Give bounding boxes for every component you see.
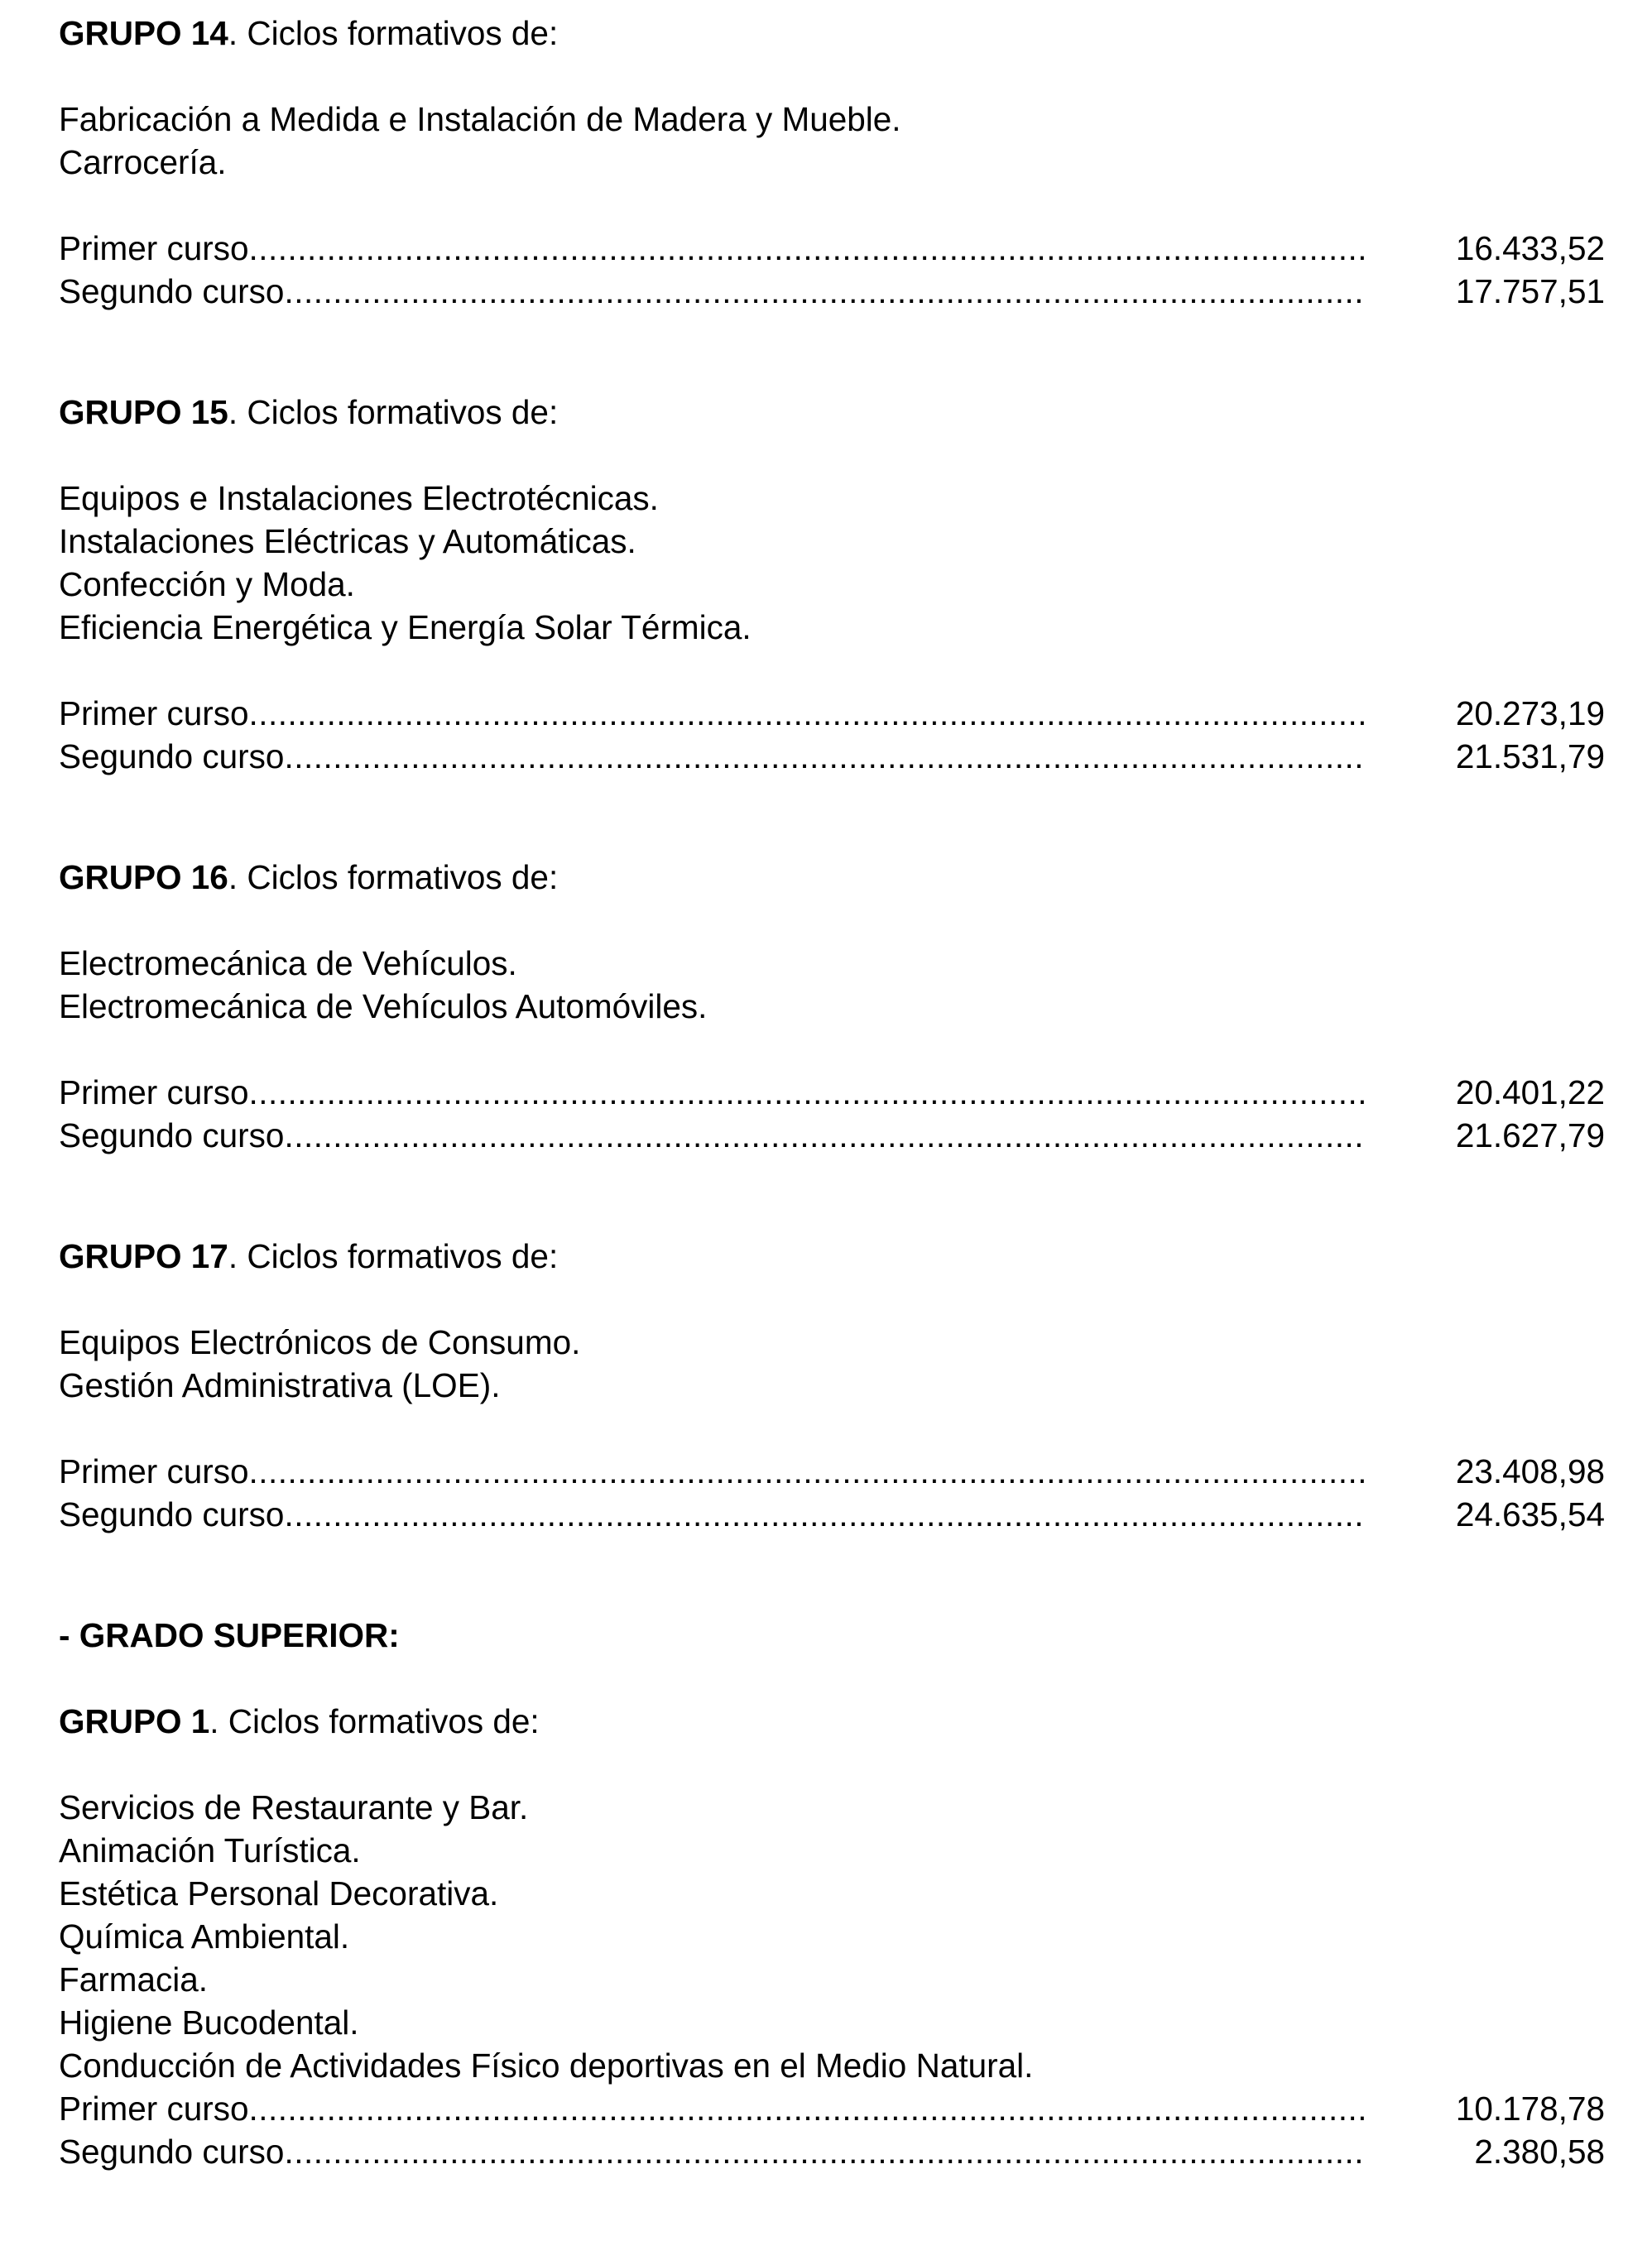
group-title: GRUPO 14 — [59, 14, 228, 52]
course-row — [59, 2130, 1605, 2173]
group-heading — [59, 1700, 1605, 1743]
course-amount: 23.408,98 — [1455, 1452, 1605, 1490]
cycle-item: Electromecánica de Vehículos. — [59, 944, 517, 982]
cycle-item: Higiene Bucodental. — [59, 2003, 359, 2042]
course-amount: 16.433,52 — [1455, 229, 1605, 267]
cycle-item: Animación Turística. — [59, 1831, 361, 1869]
group-title: GRUPO 17 — [59, 1237, 228, 1275]
course-row — [59, 1450, 1605, 1493]
cycle-item: Farmacia. — [59, 1960, 209, 1999]
cycle-item: Fabricación a Medida e Instalación de Madera y Mueble. — [59, 100, 901, 138]
course-label: Primer curso ..... — [59, 692, 1366, 735]
group-suffix: . Ciclos formativos de: — [228, 858, 559, 896]
group-title: GRUPO 16 — [59, 858, 228, 896]
group-suffix: . Ciclos formativos de: — [228, 1237, 559, 1275]
course-label: Segundo curso ..... — [59, 270, 1366, 313]
course-row — [59, 1114, 1605, 1157]
group-heading — [59, 856, 1605, 899]
course-label: Segundo curso ..... — [59, 2130, 1366, 2173]
course-amount: 20.273,19 — [1455, 694, 1605, 732]
course-label: Primer curso ..... — [59, 227, 1366, 270]
group-title: GRUPO 15 — [59, 393, 228, 431]
cycle-item: Química Ambiental. — [59, 1917, 350, 1955]
course-row — [59, 1071, 1605, 1114]
course-label: Primer curso ..... — [59, 1071, 1366, 1114]
course-row — [59, 227, 1605, 270]
group-title: GRUPO 1 — [59, 1702, 210, 1740]
group-heading — [59, 391, 1605, 434]
cycle-item: Conducción de Actividades Físico deportivas en el Medio Natural. — [59, 2047, 1034, 2085]
document-page — [59, 0, 1605, 2173]
cycle-item: Carrocería. — [59, 143, 227, 181]
group-heading — [59, 1235, 1605, 1278]
cycle-item: Servicios de Restaurante y Bar. — [59, 1788, 529, 1826]
course-amount: 24.635,54 — [1455, 1495, 1605, 1533]
group-suffix: . Ciclos formativos de: — [228, 14, 559, 52]
cycle-item: Equipos e Instalaciones Electrotécnicas. — [59, 479, 659, 517]
course-amount: 20.401,22 — [1455, 1073, 1605, 1111]
course-amount: 21.627,79 — [1455, 1116, 1605, 1154]
course-label: Primer curso ..... — [59, 1450, 1366, 1493]
course-row — [59, 735, 1605, 778]
cycle-item: Instalaciones Eléctricas y Automáticas. — [59, 522, 636, 560]
cycle-item: Confección y Moda. — [59, 565, 355, 603]
group-suffix: . Ciclos formativos de: — [228, 393, 559, 431]
section-heading: - GRADO SUPERIOR: — [59, 1616, 400, 1654]
course-label: Primer curso ..... — [59, 2087, 1366, 2130]
cycle-item: Equipos Electrónicos de Consumo. — [59, 1323, 581, 1361]
course-row — [59, 2087, 1605, 2130]
group-suffix: . Ciclos formativos de: — [209, 1702, 540, 1740]
cycle-item: Electromecánica de Vehículos Automóviles. — [59, 987, 708, 1025]
course-row — [59, 1493, 1605, 1536]
course-row — [59, 692, 1605, 735]
group-heading — [59, 12, 1605, 55]
cycle-item: Estética Personal Decorativa. — [59, 1874, 499, 1912]
course-amount: 2.380,58 — [1474, 2133, 1605, 2171]
course-row — [59, 270, 1605, 313]
course-amount: 17.757,51 — [1455, 272, 1605, 310]
cycle-item: Gestión Administrativa (LOE). — [59, 1366, 501, 1404]
cycle-item: Eficiencia Energética y Energía Solar Térmica. — [59, 608, 752, 646]
course-label: Segundo curso ..... — [59, 1114, 1366, 1157]
course-label: Segundo curso ..... — [59, 735, 1366, 778]
course-amount: 10.178,78 — [1455, 2090, 1605, 2128]
course-label: Segundo curso ..... — [59, 1493, 1366, 1536]
course-amount: 21.531,79 — [1455, 737, 1605, 775]
